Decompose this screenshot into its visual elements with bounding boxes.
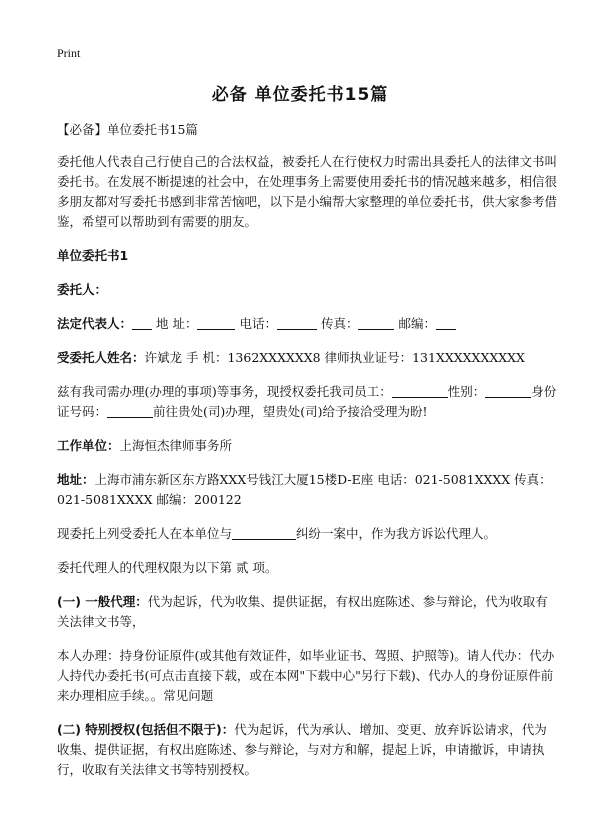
scope-line: 委托代理人的代理权限为以下第 贰 项。	[57, 560, 278, 575]
fax-field-label: 传真：	[320, 316, 359, 331]
personal-handling-paragraph: 本人办理：持身份证原件(或其他有效证件，如毕业证书、驾照、护照等)。请人代办：代办人持代办委托书(可点击直接下载，或在本网"下载中心"另行下载)、代办人的身份证原件前来办理相应手续。。常见问题	[57, 648, 555, 703]
general-agency-label: (一) 一般代理：	[57, 594, 148, 609]
id-blank	[107, 405, 153, 418]
document-body	[57, 120, 557, 794]
document-title: 必备 单位委托书15篇	[211, 85, 389, 105]
post-blank	[436, 317, 456, 330]
employee-blank	[392, 385, 448, 398]
intro-paragraph: 委托他人代表自己行使自己的合法权益，被委托人在行使权力时需出具委托人的法律文书叫委托书。在发展不断提速的社会中，在处理事务上需要使用委托书的情况越来越多，相信很多朋友都对写委托书感到非常苦恼吧，以下是小编帮大家整理的单位委托书，供大家参考借鉴，希望可以帮助到有需要的朋友。	[57, 154, 558, 229]
address-value: 上海市浦东新区东方路XXX号钱江大厦15楼D-E座 电话：021-5081XXXX 传真：021-5081XXXX 邮编：200122	[57, 472, 552, 507]
general-agency-paragraph	[57, 592, 557, 632]
legal-rep-line	[57, 314, 557, 334]
print-label: Print	[57, 46, 81, 60]
gender-blank	[485, 385, 531, 398]
address-line	[57, 470, 557, 510]
document-subtitle: 【必备】单位委托书15篇	[57, 122, 198, 137]
general-agency-text: 代为起诉，代为收集、提供证据，有权出庭陈述、参与辩论，代为收取有关法律文书等，	[57, 594, 548, 629]
phone-field-label: 电话：	[239, 316, 277, 331]
case-blank	[232, 527, 296, 540]
agent-label: 受委托人姓名：	[57, 350, 145, 365]
legal-rep-label: 法定代表人：	[57, 316, 133, 331]
section-heading: 单位委托书1	[57, 248, 129, 263]
special-authorization-label: (二) 特别授权(包括但不限于)：	[57, 722, 235, 737]
address-field-label: 地 址：	[156, 316, 198, 331]
legal-rep-blank	[132, 317, 152, 330]
special-authorization-text: 代为起诉，代为承认、增加、变更、放弃诉讼请求，代为收集、提供证据，有权出庭陈述、参与辩论，与对方和解，提起上诉，申请撤诉，申请执行，收取有关法律文书等特别授权。	[57, 722, 547, 777]
phone-blank	[277, 317, 317, 330]
appoint-text-1: 现委托上列受委托人在本单位与	[57, 526, 233, 541]
fax-blank	[358, 317, 394, 330]
workplace-line	[57, 436, 557, 456]
agent-line	[57, 348, 557, 368]
delegation-text-2: 前往贵处(司)办理，望贵处(司)给予接洽受理为盼!	[153, 404, 428, 419]
appoint-line	[57, 524, 557, 544]
delegation-text-1: 兹有我司需办理(办理的事项)等事务，现授权委托我司员工：	[57, 384, 392, 399]
post-field-label: 邮编：	[398, 316, 436, 331]
id-label: 身份证号码：	[57, 384, 557, 419]
workplace-label: 工作单位：	[57, 438, 120, 453]
agent-info: 许斌龙 手 机：1362XXXXXX8 律师执业证号：131XXXXXXXXXX	[144, 350, 525, 365]
principal-label: 委托人：	[57, 282, 108, 297]
address-label: 地址：	[57, 472, 95, 487]
appoint-text-2: 纠纷一案中，作为我方诉讼代理人。	[296, 526, 497, 541]
special-authorization-paragraph	[57, 720, 557, 780]
address-blank	[197, 317, 235, 330]
gender-label: 性别：	[447, 384, 486, 399]
workplace-value: 上海恒杰律师事务所	[119, 438, 233, 453]
delegation-paragraph	[57, 382, 557, 422]
